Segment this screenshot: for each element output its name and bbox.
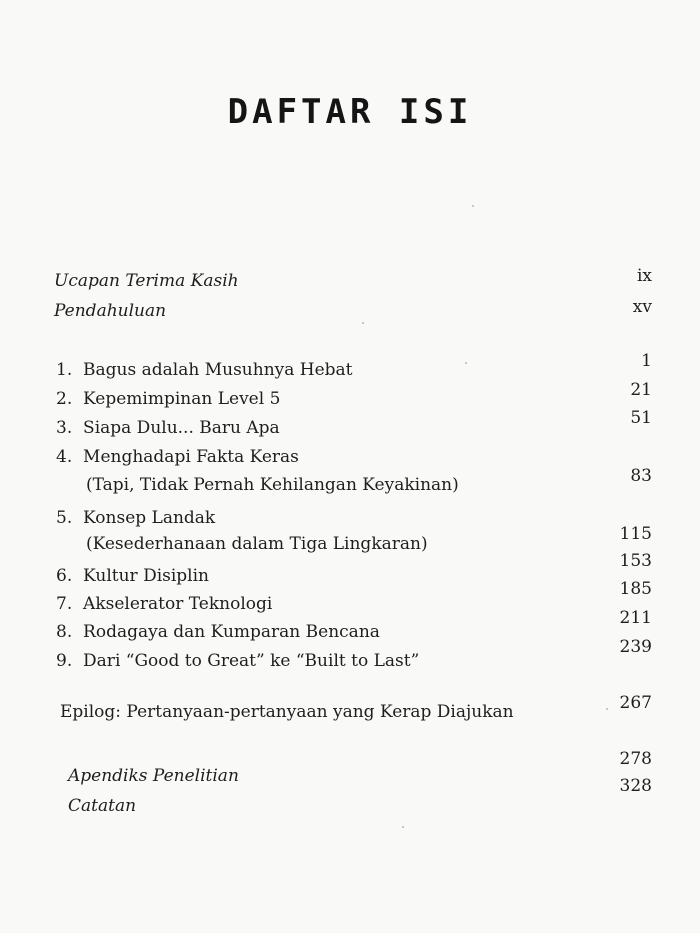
chapter-number: 9.: [56, 651, 73, 671]
toc-page-chapter-8: 211: [619, 608, 652, 628]
toc-entry-acknowledgements: Ucapan Terima Kasih: [54, 271, 239, 291]
chapter-title: Akselerator Teknologi: [83, 594, 273, 614]
scan-speck: [402, 826, 404, 828]
chapter-title: Bagus adalah Musuhnya Hebat: [83, 360, 353, 380]
toc-subtitle-chapter-4: (Tapi, Tidak Pernah Kehilangan Keyakinan): [86, 475, 459, 495]
toc-entry-chapter-1: [56, 359, 353, 381]
toc-page-chapter-7: 185: [619, 579, 652, 599]
toc-entry-introduction: Pendahuluan: [54, 301, 167, 321]
toc-page-chapter-4: 83: [630, 466, 652, 486]
toc-subtitle-chapter-5: (Kesederhanaan dalam Tiga Lingkaran): [86, 534, 428, 554]
toc-entry-chapter-2: [56, 388, 280, 410]
toc-entry-chapter-4: [56, 446, 299, 468]
toc-entry-chapter-8: [56, 621, 380, 643]
toc-page-epilog: 267: [619, 693, 652, 713]
chapter-number: 7.: [56, 594, 73, 614]
chapter-number: 3.: [56, 418, 73, 438]
toc-entry-notes: Catatan: [68, 796, 137, 816]
chapter-title: Konsep Landak: [83, 508, 216, 528]
toc-entry-appendix: Apendiks Penelitian: [68, 766, 239, 786]
chapter-title: Rodagaya dan Kumparan Bencana: [83, 622, 380, 642]
chapter-title: Kultur Disiplin: [83, 566, 210, 586]
toc-page-chapter-3: 51: [630, 408, 652, 428]
toc-entry-chapter-6: [56, 565, 209, 587]
toc-page-notes: 328: [619, 776, 652, 796]
toc-page-acknowledgements: ix: [636, 266, 652, 286]
toc-entry-chapter-9: [56, 650, 419, 672]
chapter-number: 4.: [56, 447, 73, 467]
toc-entry-chapter-3: [56, 417, 280, 439]
chapter-title: Menghadapi Fakta Keras: [83, 447, 299, 467]
chapter-number: 1.: [56, 360, 73, 380]
chapter-number: 8.: [56, 622, 73, 642]
scan-speck: [606, 708, 608, 710]
page-title: DAFTAR ISI: [227, 92, 473, 132]
toc-page-chapter-5: 115: [619, 524, 652, 544]
chapter-title: Dari “Good to Great” ke “Built to Last”: [83, 651, 420, 671]
chapter-number: 2.: [56, 389, 73, 409]
toc-page-chapter-9: 239: [619, 637, 652, 657]
chapter-number: 6.: [56, 566, 73, 586]
toc-entry-chapter-5: [56, 507, 215, 529]
toc-page-introduction: xv: [632, 297, 652, 317]
toc-page-appendix: 278: [619, 749, 652, 769]
scan-speck: [362, 322, 364, 324]
scan-speck: [465, 362, 467, 364]
toc-entry-chapter-7: [56, 593, 272, 615]
toc-page-chapter-2: 21: [630, 380, 652, 400]
toc-page-chapter-6: 153: [619, 551, 652, 571]
chapter-title: Siapa Dulu... Baru Apa: [83, 418, 280, 438]
scan-speck: [472, 205, 474, 207]
chapter-title: Kepemimpinan Level 5: [83, 389, 281, 409]
toc-entry-epilog: Epilog: Pertanyaan-pertanyaan yang Kerap Diajukan: [60, 702, 514, 722]
chapter-number: 5.: [56, 508, 73, 528]
toc-page-chapter-1: 1: [641, 351, 652, 371]
